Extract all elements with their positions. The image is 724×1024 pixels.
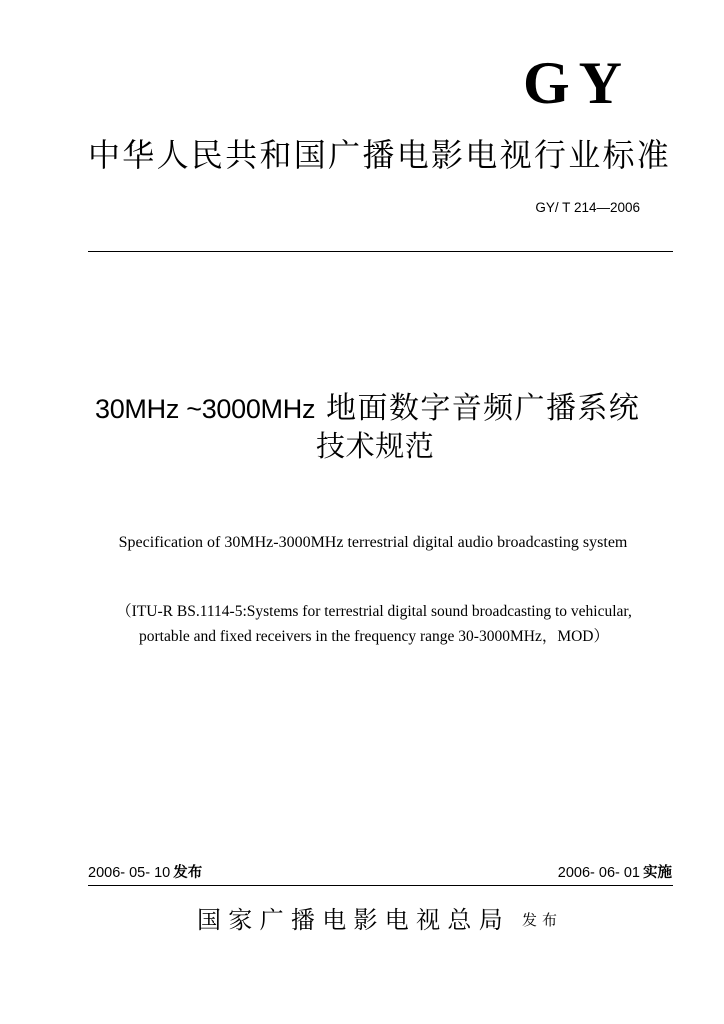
reference-line-2: portable and fixed receivers in the frequency range 30-3000MHz，MOD） xyxy=(138,628,609,645)
effective-date xyxy=(558,864,672,882)
issue-date xyxy=(88,864,202,882)
issuer-title: 中华人民共和国广播电影电视行业标准 xyxy=(88,136,672,174)
standard-logo: GY xyxy=(523,50,631,116)
publisher-name: 国家广播电影电视总局 xyxy=(197,906,510,934)
title-frequency-range: 30MHz ~3000MHz xyxy=(95,394,316,424)
footer-divider xyxy=(88,885,673,886)
effective-date-label: 实施 xyxy=(643,865,672,881)
publisher-action: 发布 xyxy=(522,911,563,929)
header-divider xyxy=(88,251,673,252)
english-title: Specification of 30MHz-3000MHz terrestrial digital audio broadcasting system xyxy=(118,534,628,551)
issue-date-label: 发布 xyxy=(173,865,203,881)
reference-line-1: （ITU-R BS.1114-5:Systems for terrestrial digital sound broadcasting to vehicular, xyxy=(116,603,632,620)
issue-date-value: 2006- 05- 10 xyxy=(88,865,171,881)
standard-number: GY/ T 214—2006 xyxy=(535,200,640,215)
document-title-line-2: 技术规范 xyxy=(316,429,435,463)
title-system-name: 地面数字音频广播系统 xyxy=(326,391,641,426)
document-title-line-1 xyxy=(95,393,640,425)
effective-date-value: 2006- 06- 01 xyxy=(557,865,640,881)
